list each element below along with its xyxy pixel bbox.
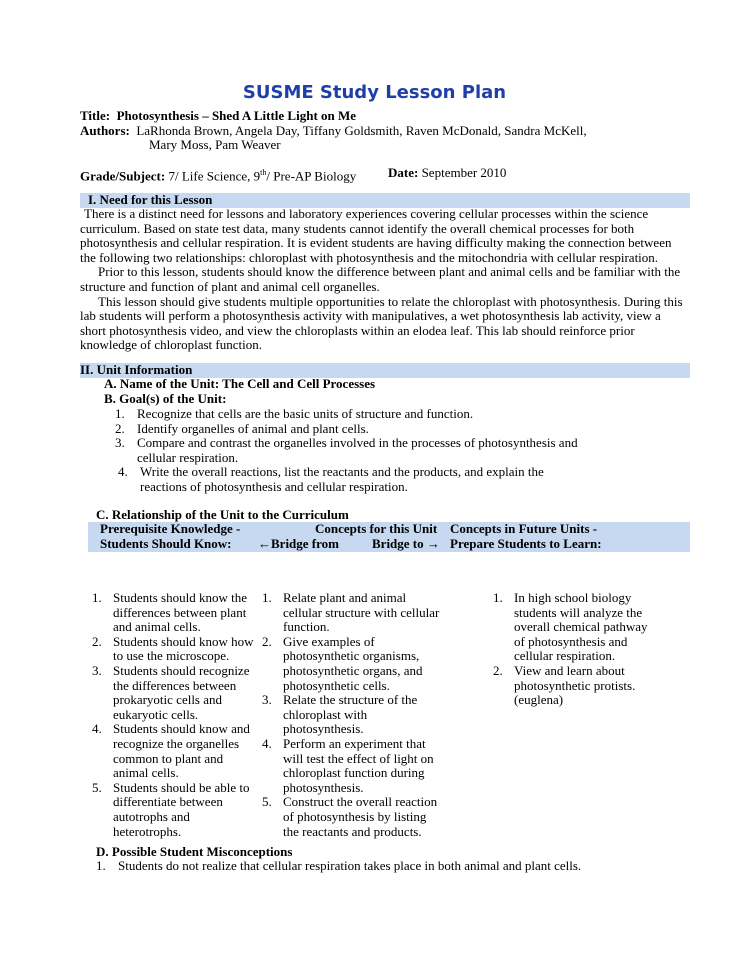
section-1-heading: I. Need for this Lesson	[88, 192, 213, 207]
grade-value-b: / Pre-AP Biology	[266, 168, 357, 184]
item-number: 1.	[96, 858, 106, 873]
goal-number: 1.	[115, 406, 125, 421]
item-number: 2.	[92, 633, 102, 649]
bridge-to: Bridge to →	[372, 536, 440, 551]
prereq-item	[92, 722, 257, 780]
authors-line-2: Mary Moss, Pam Weaver	[149, 137, 281, 152]
concept-item	[262, 591, 442, 635]
item-text: View and learn about photosynthetic protists. (euglena)	[514, 662, 636, 708]
concept-item	[262, 635, 442, 693]
need-paragraph-3: This lesson should give students multiple opportunities to relate the chloroplast with photosynthesis. During this lab students will perform a photosynthesis activity with manipulatives, a wet photosynthesis lab activity, view a short photosynthesis video, and view the chloroplasts within an elodea leaf. This lab should reinforce prior knowledge of chloroplast function.	[80, 293, 683, 353]
goal-item	[115, 422, 585, 437]
prereq-item	[92, 591, 257, 635]
section-1-body	[80, 207, 690, 353]
item-text: Students should recognize the differences between prokaryotic cells and eukaryotic cells.	[113, 662, 250, 722]
item-text: Students do not realize that cellular respiration takes place in both animal and plant cells.	[118, 858, 582, 873]
unit-goals-heading	[104, 392, 226, 407]
document-title: SUSME Study Lesson Plan	[242, 82, 507, 103]
item-text: Give examples of photosynthetic organisms, photosynthetic organs, and photosynthetic cells.	[283, 633, 423, 693]
goal-number: 3.	[115, 435, 125, 451]
goal-text: Write the overall reactions, list the reactants and the products, and explain the reactions of photosynthesis and cellular respiration.	[140, 464, 544, 494]
goal-item	[115, 407, 585, 422]
prereq-item	[92, 635, 257, 664]
unit-name	[104, 377, 375, 392]
item-text: Students should know and recognize the organelles common to plant and animal cells.	[113, 721, 250, 781]
prereq-item	[92, 664, 257, 722]
date-value: September 2010	[421, 165, 507, 180]
authors-label: Authors:	[80, 123, 130, 138]
item-text: Construct the overall reaction of photosynthesis by listing the reactants and products.	[283, 794, 438, 839]
misconceptions-heading-text: D. Possible Student Misconceptions	[96, 844, 293, 859]
need-paragraph-1: There is a distinct need for lessons and laboratory experiences covering cellular processes within the science curriculum. Based on state test data, many students cannot identify the overall chemical processes for both photosynthesis and cellular respiration. It is evident students are having difficulty making the connection between the following two relationships: chloroplast with photosynthesis and the mitochondria with cellular respiration.	[80, 206, 672, 265]
misconception-item	[96, 859, 696, 874]
item-text: Students should know how to use the microscope.	[113, 633, 254, 664]
grade-label: Grade/Subject:	[80, 168, 166, 184]
grade-value: 7/ Life Science, 9	[168, 168, 261, 184]
item-number: 2.	[262, 633, 272, 649]
concept-item	[262, 795, 442, 839]
title-value: Photosynthesis – Shed A Little Light on Me	[116, 108, 357, 123]
goal-text: Recognize that cells are the basic units of structure and function.	[137, 406, 474, 421]
item-number: 5.	[262, 794, 272, 810]
item-number: 2.	[493, 662, 503, 678]
goal-item	[118, 465, 585, 494]
unit-goals-text: B. Goal(s) of the Unit:	[104, 391, 227, 406]
item-number: 3.	[262, 692, 272, 708]
goal-item	[115, 436, 585, 465]
future-item	[493, 591, 658, 664]
future-list	[493, 591, 658, 708]
item-text: In high school biology students will analyze the overall chemical pathway of photosynthesis and cellular respiration.	[514, 590, 648, 664]
goal-text: Compare and contrast the organelles involved in the processes of photosynthesis and cellular respiration.	[137, 435, 578, 465]
future-header-2: Prepare Students to Learn:	[450, 536, 602, 551]
future-header: Concepts in Future Units -	[450, 521, 598, 536]
item-text: Perform an experiment that will test the effect of light on chloroplast function during photosynthesis.	[283, 735, 434, 795]
prereq-list	[92, 591, 257, 839]
misconceptions-list	[96, 859, 696, 874]
prereq-header: Prerequisite Knowledge -	[100, 521, 241, 536]
item-number: 1.	[493, 590, 503, 605]
prereq-header-2: Students Should Know:	[100, 536, 232, 551]
item-text: Students should be able to differentiate between autotrophs and heterotrophs.	[113, 779, 250, 839]
concept-item	[262, 737, 442, 795]
concepts-list	[262, 591, 442, 839]
item-number: 4.	[92, 721, 102, 737]
item-text: Relate plant and animal cellular structure with cellular function.	[283, 590, 440, 635]
need-paragraph-2: Prior to this lesson, students should know the difference between plant and animal cells and be familiar with the structure and function of plant and animal cell organelles.	[80, 264, 681, 294]
bridge-from: ←Bridge from	[258, 536, 339, 551]
date-label: Date:	[388, 165, 419, 180]
grade-sup: th	[260, 168, 267, 177]
curriculum-table-header	[88, 522, 690, 552]
item-number: 5.	[92, 779, 102, 795]
prereq-item	[92, 781, 257, 839]
item-text: Students should know the differences between plant and animal cells.	[113, 590, 247, 635]
item-number: 3.	[92, 662, 102, 678]
unit-goals-list	[115, 407, 585, 495]
goal-number: 4.	[118, 464, 128, 480]
concepts-header: Concepts for this Unit	[315, 521, 438, 536]
grade-subject	[80, 166, 356, 184]
item-text: Relate the structure of the chloroplast with photosynthesis.	[283, 692, 418, 737]
future-item	[493, 664, 658, 708]
item-number: 1.	[262, 590, 272, 605]
section-2-heading: II. Unit Information	[80, 362, 193, 377]
goal-number: 2.	[115, 420, 125, 436]
curriculum-heading-text: C. Relationship of the Unit to the Curriculum	[96, 507, 349, 522]
lesson-title	[80, 109, 356, 124]
item-number: 1.	[92, 590, 102, 605]
concept-item	[262, 693, 442, 737]
item-number: 4.	[262, 735, 272, 751]
date	[388, 166, 506, 181]
title-label: Title:	[80, 108, 111, 123]
authors-line-1: LaRhonda Brown, Angela Day, Tiffany Goldsmith, Raven McDonald, Sandra McKell,	[136, 123, 587, 138]
goal-text: Identify organelles of animal and plant cells.	[137, 420, 369, 436]
unit-name-text: A. Name of the Unit: The Cell and Cell Processes	[104, 376, 376, 391]
